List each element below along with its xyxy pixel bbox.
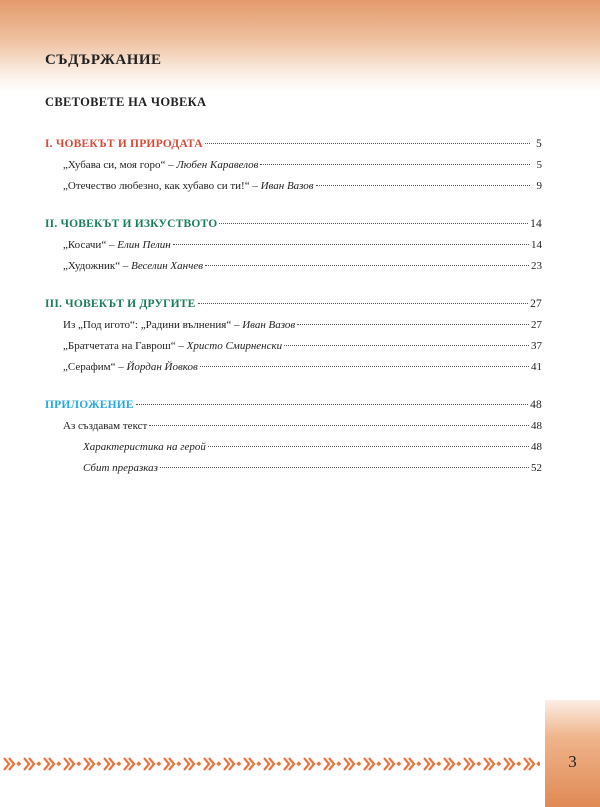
toc-page-number: 52 [531,462,542,474]
ornament-chevron [44,758,54,770]
toc-page-number: 23 [531,260,542,272]
toc-section-appendix[interactable] [45,395,542,416]
ornament-diamond [316,761,321,766]
ornament-diamond [276,761,281,766]
toc-entry-label: „Хубава си, моя горо“ – Любен Каравелов [63,159,259,171]
toc-page-number: 14 [530,218,542,230]
toc-page-number: 5 [536,159,542,171]
section-gap [45,197,542,214]
ornament-chevron [264,758,274,770]
ornament-diamond [176,761,181,766]
toc-page-number: 48 [531,441,542,453]
toc-entry-author: Христо Смирненски [186,340,283,352]
dot-leader [316,184,530,186]
ornament-diamond [296,761,301,766]
toc-entry-label: Аз създавам текст [63,420,148,432]
dot-leader [260,163,530,165]
toc-section-2[interactable] [45,214,542,235]
toc-entry[interactable] [45,176,542,197]
toc-section-label: ПРИЛОЖЕНИЕ [45,399,134,411]
toc-entry-author: Иван Вазов [242,319,296,331]
toc-subentry[interactable] [45,437,542,458]
ornament-diamond [136,761,141,766]
toc-entry-author: Иван Вазов [260,180,314,192]
ornament-chevron [344,758,354,770]
ornament-chevron [324,758,334,770]
toc-section-3[interactable] [45,294,542,315]
dot-leader [205,142,530,144]
ornament-chevron [484,758,494,770]
ornament-chevron [404,758,414,770]
ornament-chevron [124,758,134,770]
toc-entry[interactable] [45,315,542,336]
ornament-diamond [196,761,201,766]
ornament-diamond [56,761,61,766]
ornament-diamond [516,761,521,766]
ornament-diamond [256,761,261,766]
toc-section-label: III. ЧОВЕКЪТ И ДРУГИТЕ [45,298,196,310]
ornament-chevron [204,758,214,770]
ornament-chevron [364,758,374,770]
ornament-chevron [164,758,174,770]
dot-leader [136,403,528,405]
ornament-diamond [216,761,221,766]
toc-page-number: 37 [531,340,542,352]
ornament-diamond [456,761,461,766]
toc-entry-label: „Художник“ – Веселин Ханчев [63,260,203,272]
toc-entry-author: Веселин Ханчев [131,260,203,272]
page-subtitle: СВЕТОВЕТЕ НА ЧОВЕКА [45,95,207,109]
dot-leader [200,365,529,367]
dot-leader [208,445,529,447]
ornament-chevron [384,758,394,770]
ornament-chevron [64,758,74,770]
dot-leader [219,222,528,224]
ornament-diamond [396,761,401,766]
page-title: СЪДЪРЖАНИЕ [45,52,162,68]
ornament-chevron [424,758,434,770]
dot-leader [297,323,529,325]
ornament-chevron [24,758,34,770]
toc-entry[interactable] [45,235,542,256]
toc-entry[interactable] [45,416,542,437]
toc-entry[interactable] [45,357,542,378]
ornament-chevron [224,758,234,770]
ornament-diamond [16,761,21,766]
ornament-chevron [84,758,94,770]
toc-entry[interactable] [45,256,542,277]
dot-leader [205,264,529,266]
toc-page-number: 9 [536,180,542,192]
ornament-chevron [284,758,294,770]
ornament-diamond [36,761,41,766]
ornament-diamond [416,761,421,766]
page-number: 3 [568,752,577,771]
toc-entry[interactable] [45,336,542,357]
toc-entry-author: Любен Каравелов [176,159,259,171]
toc-page-number: 27 [530,298,542,310]
ornament-diamond [496,761,501,766]
toc-page-number: 5 [536,138,542,150]
ornament-diamond [376,761,381,766]
toc-entry-label: „Братчетата на Гаврош“ – Христо Смирненски [63,340,283,352]
ornament-chevron [184,758,194,770]
ornament-chevron [524,758,534,770]
toc-section-label: I. ЧОВЕКЪТ И ПРИРОДАТА [45,138,203,150]
toc-section-label: II. ЧОВЕКЪТ И ИЗКУСТВОТО [45,218,218,230]
toc-entry[interactable] [45,155,542,176]
ornament-diamond [476,761,481,766]
ornament-chevron [4,758,14,770]
toc-entry-author: Йордан Йовков [126,361,198,373]
table-of-contents [45,134,542,479]
toc-subentry-label: Характеристика на герой [83,441,206,453]
ornament-chevron [464,758,474,770]
toc-entry-label: „Отечество любезно, как хубаво си ти!“ – Иван Вазов [63,180,314,192]
toc-subentry[interactable] [45,458,542,479]
dot-leader [149,424,529,426]
ornament-chevron [144,758,154,770]
toc-section-1[interactable] [45,134,542,155]
toc-entry-label: „Серафим“ – Йордан Йовков [63,361,198,373]
ornament-diamond [356,761,361,766]
ornament-chevron [304,758,314,770]
ornament-chevron [104,758,114,770]
toc-entry-label: Из „Под игото“: „Радини вълнения“ – Иван Вазов [63,319,296,331]
ornament-diamond [536,761,540,766]
ornament-diamond [96,761,101,766]
toc-subentry-label: Сбит преразказ [83,462,158,474]
toc-page-number: 48 [531,420,542,432]
toc-page-number: 14 [531,239,542,251]
toc-entry-label: „Косачи“ – Елин Пелин [63,239,171,251]
ornament-diamond [116,761,121,766]
ornament-diamond [436,761,441,766]
toc-page-number: 41 [531,361,542,373]
ornament-diamond [236,761,241,766]
section-gap [45,378,542,395]
ornament-chevron [504,758,514,770]
ornament-chevron [244,758,254,770]
toc-page-number: 27 [531,319,542,331]
toc-page-number: 48 [530,399,542,411]
dot-leader [198,302,529,304]
ornament-diamond [336,761,341,766]
ornament-chevron [444,758,454,770]
toc-entry-author: Елин Пелин [117,239,171,251]
ornament-diamond [156,761,161,766]
ornament-diamond [76,761,81,766]
dot-leader [173,243,529,245]
section-gap [45,277,542,294]
header-gradient-band [0,0,600,92]
folk-ornament-border [0,752,540,776]
dot-leader [284,344,529,346]
dot-leader [160,466,529,468]
